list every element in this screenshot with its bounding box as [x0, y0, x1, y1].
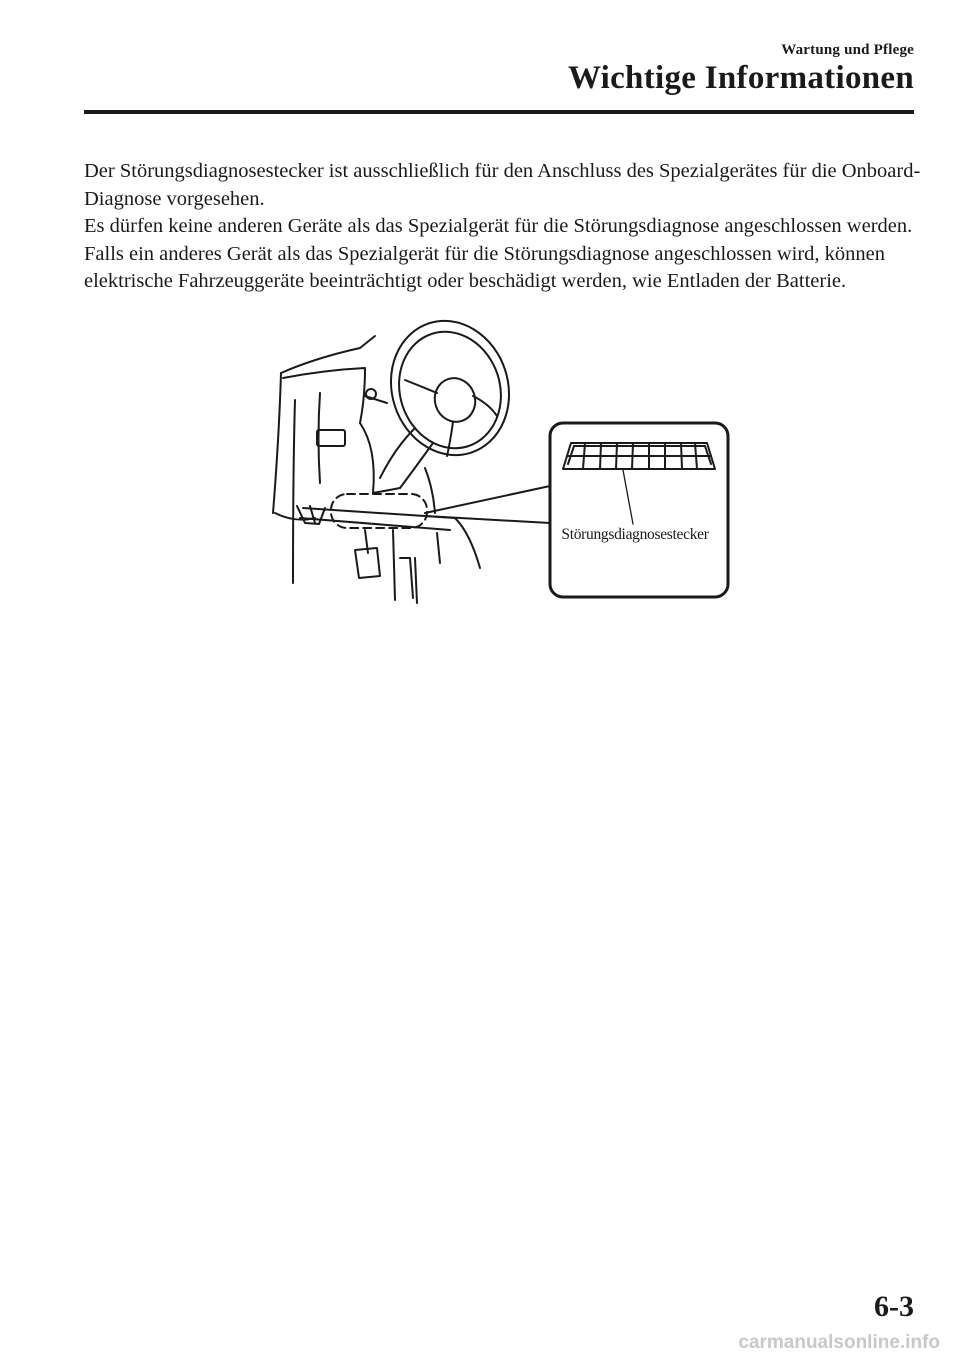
paragraph-2: Es dürfen keine anderen Geräte als das Spezialgerät für die Störungsdiagnose angeschlossen werden. Falls ein anderes Gerät als das Spezialgerät für die Störungsdiagnose angeschlossen wird, können elektrische Fahrzeuggeräte beeinträchtigt oder beschädigt werden, wie Entladen der Batterie.: [84, 215, 913, 292]
paragraph-1: Der Störungsdiagnosestecker ist ausschließlich für den Anschluss des Spezialgerätes für die Onboard-Diagnose vorgesehen.: [84, 160, 921, 210]
page-title: Wichtige Informationen: [567, 60, 914, 96]
dashboard-drawing: [265, 318, 735, 608]
connector-label: Störungsdiagnosestecker: [561, 526, 709, 543]
site-watermark: carmanualsonline.info: [738, 1332, 940, 1353]
header-divider: [84, 110, 914, 114]
page-number: 6-3: [874, 1290, 914, 1323]
body-text: [84, 158, 924, 296]
diagnostic-connector-illustration: [265, 318, 735, 608]
section-header: Wartung und Pflege: [781, 42, 914, 58]
